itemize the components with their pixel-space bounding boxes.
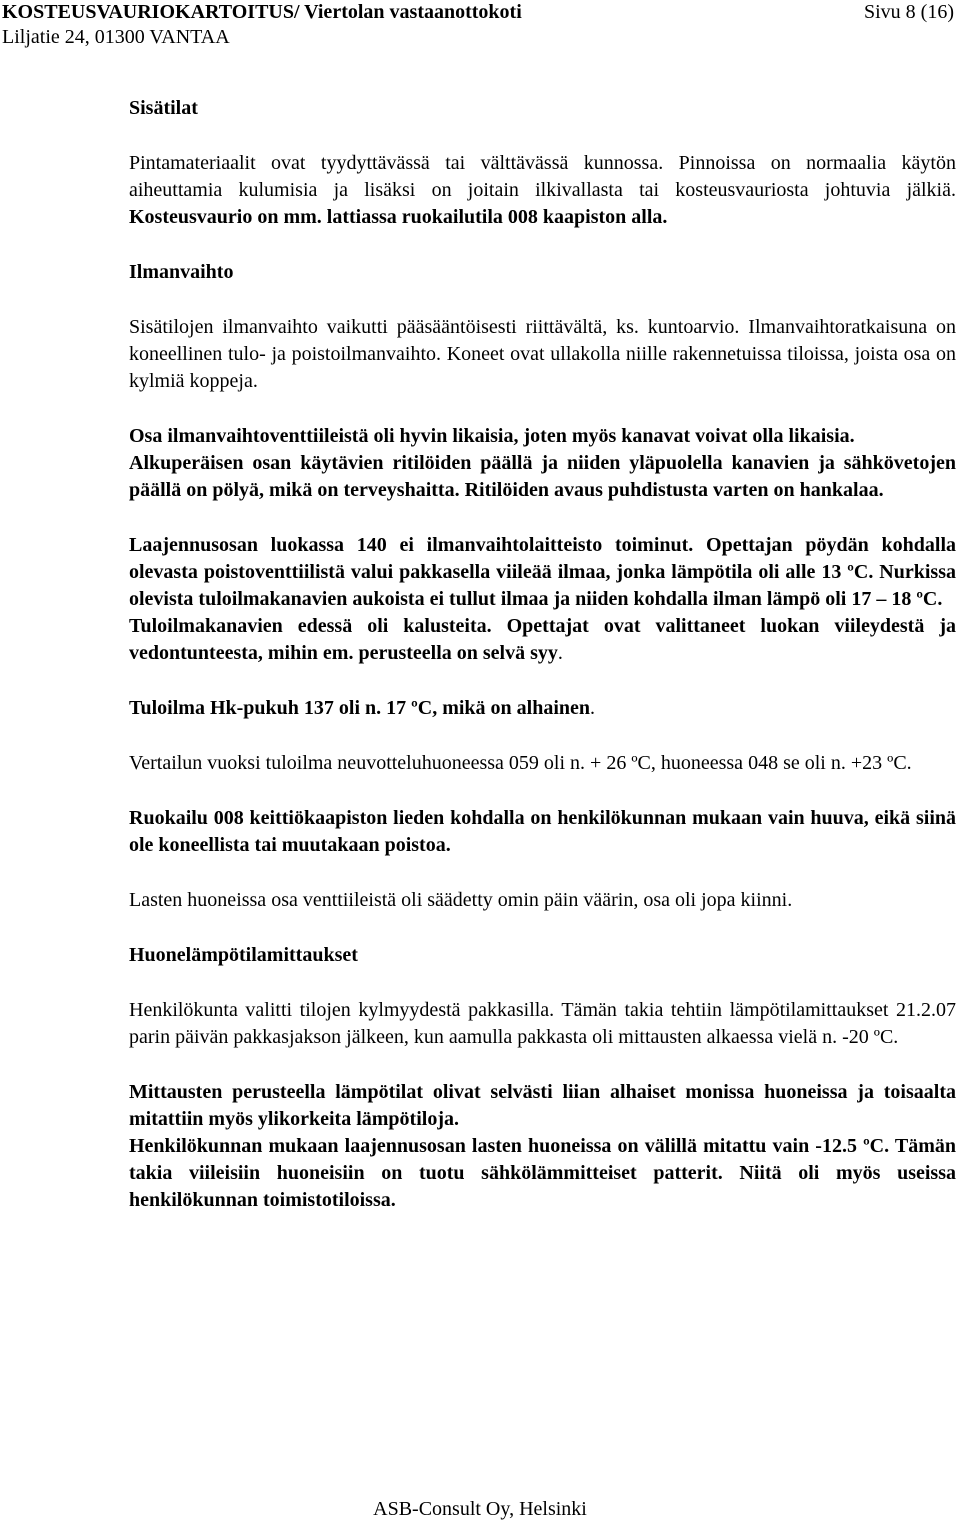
- paragraph-bold-mittausten-perusteella: Mittausten perusteella lämpötilat olivat selvästi liian alhaiset monissa huoneissa ja toisaalta mitattiin myös ylikorkeita lämpötiloja.: [129, 1081, 956, 1130]
- heading-sisatilat: Sisätilat: [129, 97, 198, 119]
- paragraph-bold-ritilat: Alkuperäisen osan käytävien ritilöiden päällä ja niiden yläpuolella kanavien ja sähkövetojen päällä on pölyä, mikä on terveyshaitta. Ritilöiden avaus puhdistusta varten on hankalaa.: [129, 452, 956, 501]
- paragraph-end: .: [557, 642, 563, 664]
- heading-ilmanvaihto: Ilmanvaihto: [129, 261, 234, 283]
- page-number: Sivu 8 (16): [864, 1, 954, 23]
- paragraph-bold-henkilokunnan-mukaan: Henkilökunnan mukaan laajennusosan lasten huoneissa on välillä mitattu vain -12.5 ºC. Tämän takia viileisiin huoneisiin on tuotu sähkölämmitteiset patterit. Niitä oli myös useissa henkilökunnan toimistotiloissa.: [129, 1135, 956, 1211]
- paragraph-bold-ruokailu: Ruokailu 008 keittiökaapiston lieden kohdalla on henkilökunnan mukaan vain huuva, eikä siinä ole koneellista tai muutakaan poistoa.: [129, 807, 956, 856]
- document-body: [129, 95, 956, 1214]
- paragraph-end: .: [590, 697, 596, 719]
- paragraph-bold: Tuloilmakanavien edessä oli kalusteita. Opettajat ovat valittaneet luokan viileydestä ja vedontunteesta, mihin em. perusteella on selvä syy: [129, 615, 956, 664]
- page-footer: ASB-Consult Oy, Helsinki: [373, 1498, 587, 1520]
- paragraph-bold-luokka-140: Laajennusosan luokassa 140 ei ilmanvaihtolaitteisto toiminut. Opettajan pöydän kohdalla olevasta poistoventtiilistä valui pakkasella viileää ilmaa, jonka lämpötila oli alle 13 ºC. Nurkissa olevista tuloilmakanavien aukoista ei tullut ilmaa ja niiden kohdalla ilman lämpö oli 17 – 18 ºC.: [129, 534, 956, 610]
- paragraph-bold: Tuloilma Hk-pukuh 137 oli n. 17 ºC, mikä on alhainen: [129, 697, 591, 719]
- paragraph-hk-pukuh: [129, 695, 956, 722]
- page-header: [2, 0, 954, 50]
- paragraph-vertailu: Vertailun vuoksi tuloilma neuvotteluhuoneessa 059 oli n. + 26 ºC, huoneessa 048 se oli n. +23 ºC.: [129, 752, 912, 774]
- paragraph-ilmanvaihto-1: Sisätilojen ilmanvaihto vaikutti pääsääntöisesti riittävältä, ks. kuntoarvio. Ilmanvaihtoratkaisuna on koneellinen tulo- ja poistoilmanvaihto. Koneet ovat ullakolla niille rakennetuissa tiloissa, joista osa on kylmiä koppeja.: [129, 316, 956, 392]
- header-top-row: [2, 0, 954, 25]
- paragraph-text: Pintamateriaalit ovat tyydyttävässä tai välttävässä kunnossa. Pinnoissa on normaalia käytön aiheuttamia kulumisia ja lisäksi on joitain ilkivallasta tai kosteusvauriosta johtuvia jälkiä.: [129, 152, 956, 201]
- document-title: KOSTEUSVAURIOKARTOITUS/ Viertolan vastaanottokoti: [2, 1, 522, 23]
- paragraph-mittaukset: Henkilökunta valitti tilojen kylmyydestä pakkasilla. Tämän takia tehtiin lämpötilamittaukset 21.2.07 parin päivän pakkasjakson jälkeen, kun aamulla pakkasta oli mittausten alkaessa vielä n. -20 ºC.: [129, 999, 956, 1048]
- paragraph-bold: Kosteusvaurio on mm. lattiassa ruokailutila 008 kaapiston alla.: [129, 206, 668, 228]
- paragraph-lasten-huoneet: Lasten huoneissa osa venttiileistä oli säädetty omin päin väärin, osa oli jopa kiinni.: [129, 889, 793, 911]
- document-address: Liljatie 24, 01300 VANTAA: [2, 26, 230, 48]
- paragraph-bold-venttiilit: Osa ilmanvaihtoventtiileistä oli hyvin likaisia, joten myös kanavat voivat olla likaisia.: [129, 425, 855, 447]
- paragraph-sisatilat: [129, 150, 956, 231]
- heading-huonelampotilamittaukset: Huonelämpötilamittaukset: [129, 944, 358, 966]
- paragraph-tuloilmakanavat: [129, 613, 956, 667]
